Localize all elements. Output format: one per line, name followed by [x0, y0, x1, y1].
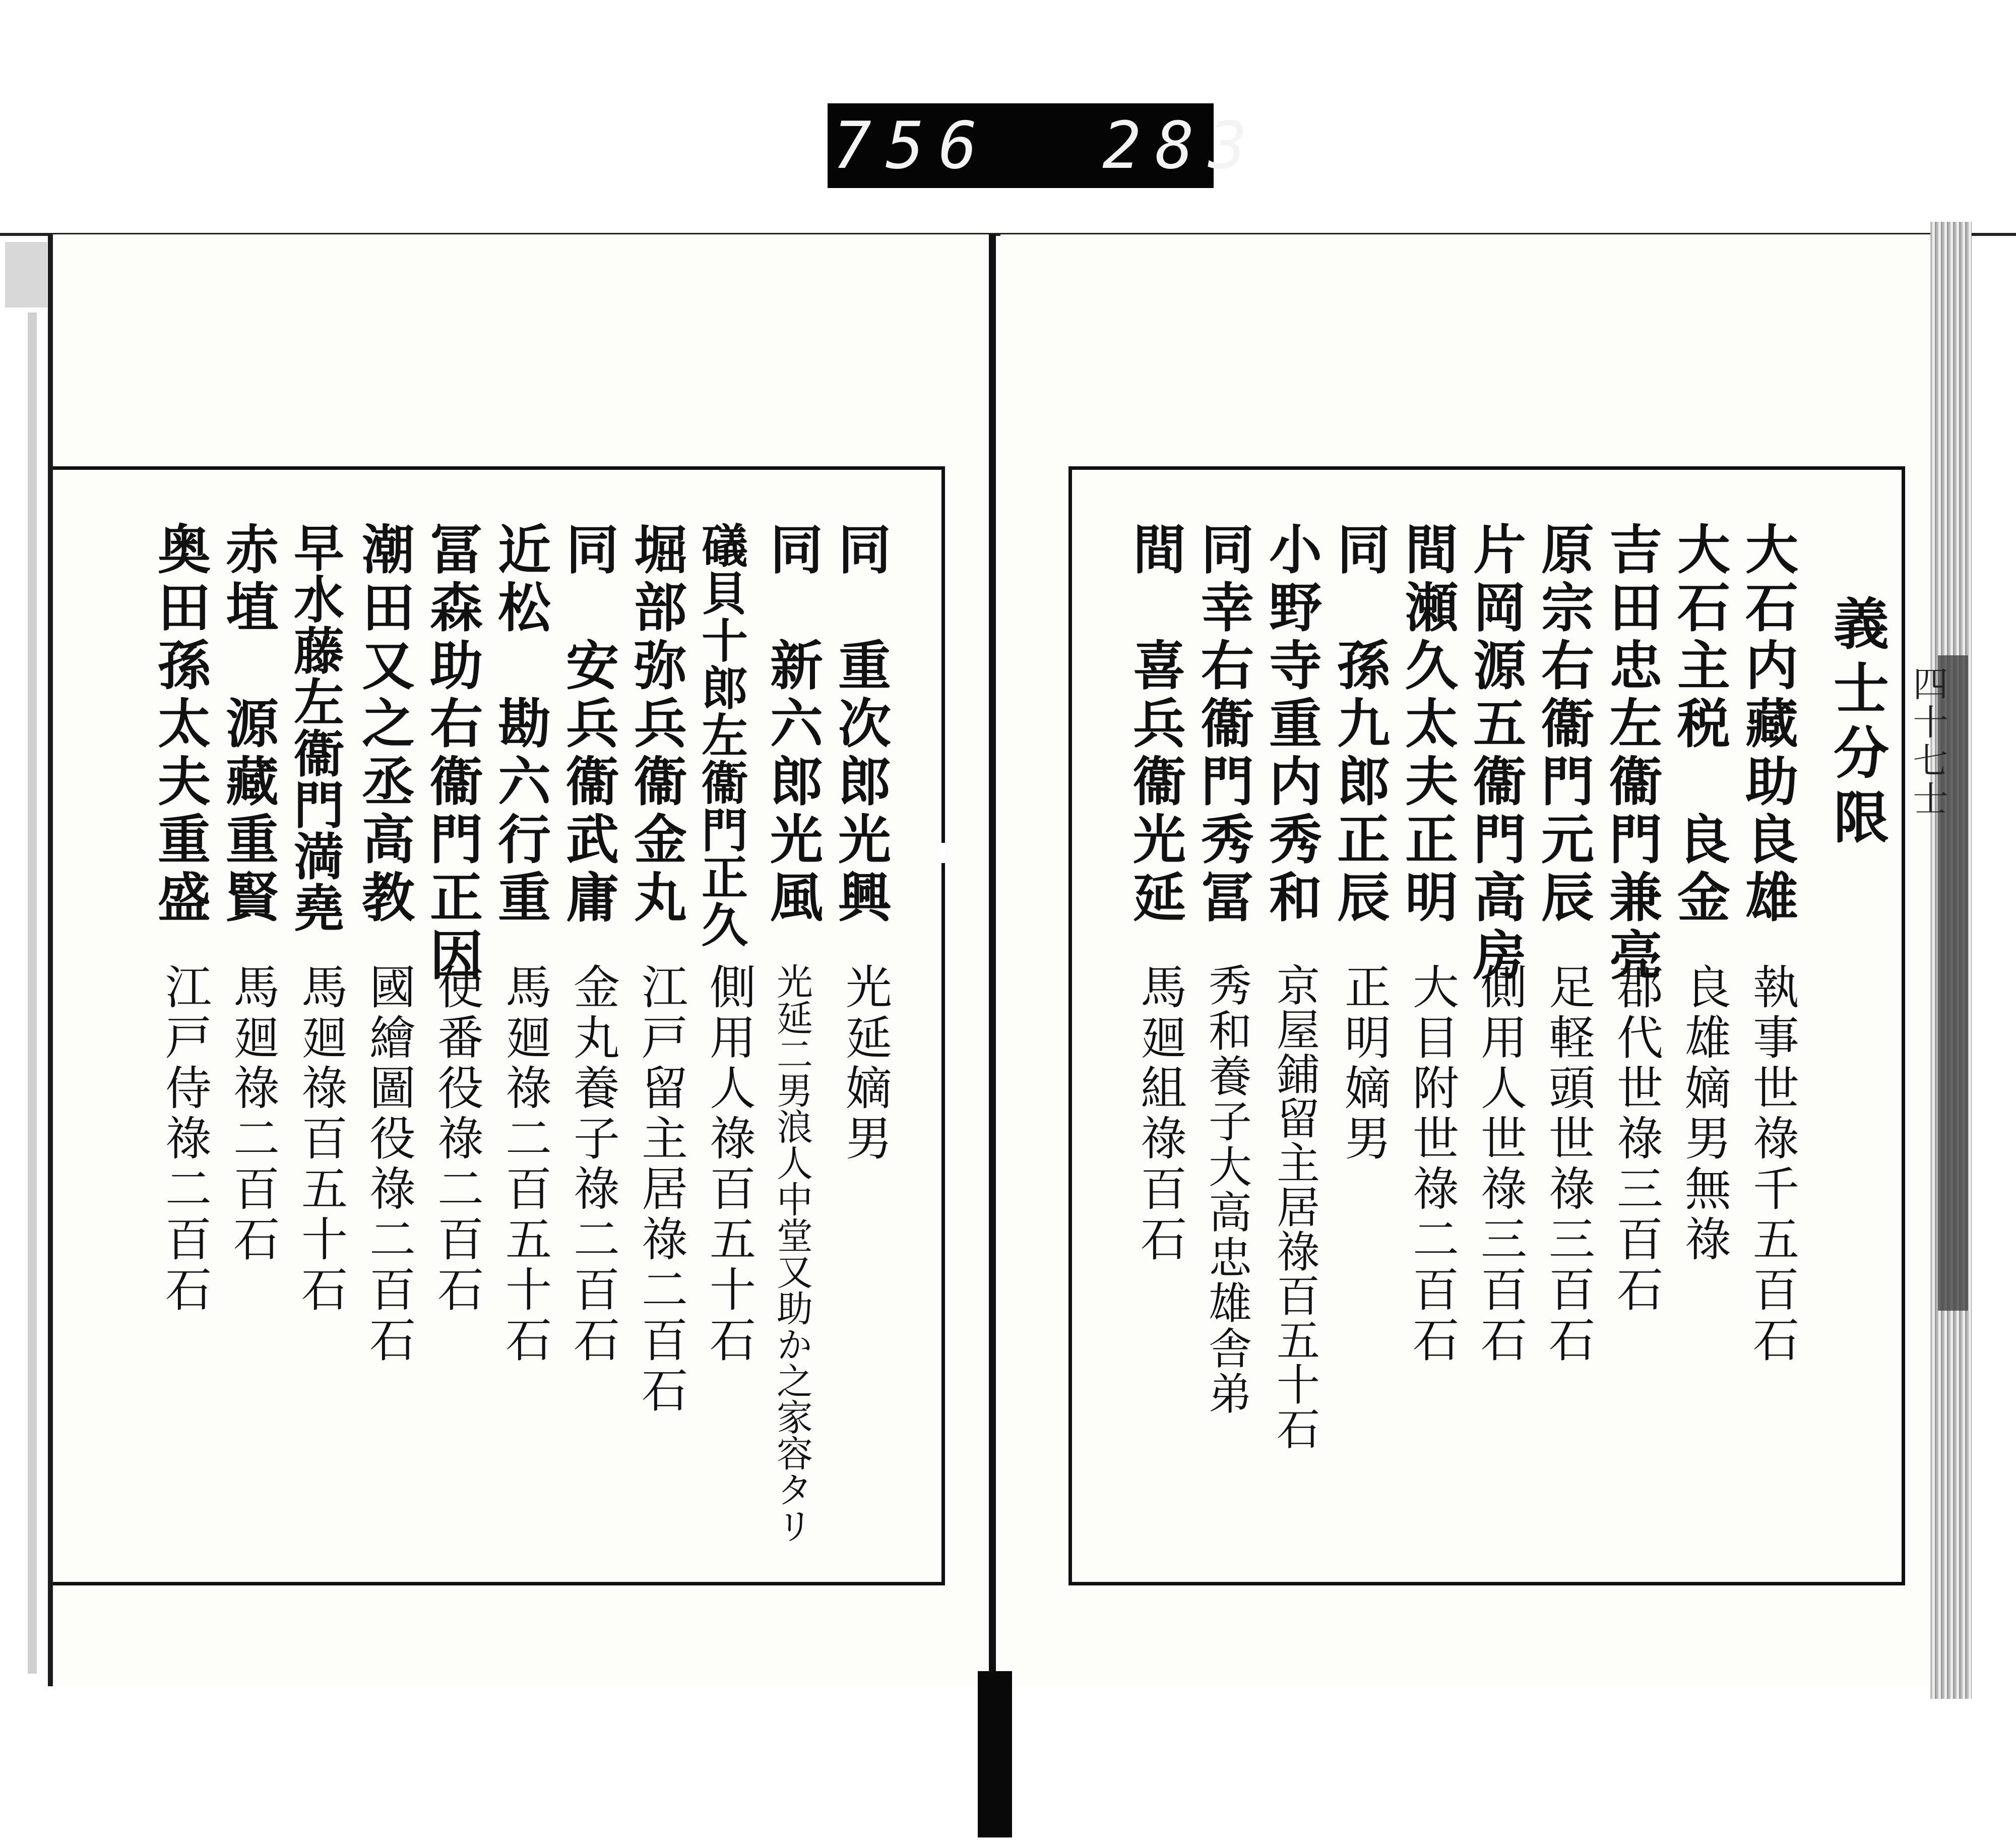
book-spine [989, 234, 996, 1696]
call-number-right: 283 [1102, 108, 1262, 183]
retainer-detail: 側用人祿百五十石 [702, 963, 756, 1366]
retainer-detail: 京屋鋪留主居祿百五十石 [1269, 963, 1319, 1451]
retainer-name: 同 安兵衞武庸 [557, 522, 620, 928]
retainer-name: 大石主税 良金 [1669, 522, 1731, 928]
retainer-name: 片岡源五衞門高房 [1465, 522, 1527, 986]
retainer-detail: 郡代世祿三百石 [1609, 963, 1663, 1316]
retainer-name: 潮田又之丞高教 [353, 522, 416, 928]
call-number-plate [828, 103, 1262, 188]
retainer-detail: 秀和養子大高忠雄舎弟 [1201, 963, 1251, 1417]
retainer-detail: 光延二男浪人中堂又助か之家容タリ [771, 963, 813, 1544]
call-number-left: 756 [833, 108, 992, 183]
left-page-edge-strip [28, 313, 37, 1674]
edge-title: 四十七士 [1907, 665, 1948, 819]
retainer-name: 礒貝十郎左衞門正久 [694, 522, 748, 948]
spine-tab [978, 1671, 1012, 1837]
retainer-detail: 金丸養子祿二百石 [566, 963, 620, 1366]
section-heading: 義士分限 [1824, 595, 1889, 853]
retainer-name: 間瀬久太夫正明 [1397, 522, 1459, 928]
retainer-name: 小野寺重内秀和 [1261, 522, 1323, 928]
retainer-name: 同 重次郎光興 [830, 522, 892, 928]
retainer-detail: 良雄嫡男無祿 [1677, 963, 1731, 1265]
retainer-name: 冨森助右衞門正因 [421, 522, 484, 986]
retainer-detail: 大目附世祿二百石 [1405, 963, 1459, 1366]
retainer-detail: 馬廻祿二百石 [226, 963, 280, 1265]
retainer-name: 同幸右衞門秀冨 [1192, 522, 1255, 928]
retainer-name: 吉田忠左衞門兼亮 [1601, 522, 1663, 986]
retainer-name: 奥田孫太夫重盛 [149, 522, 212, 928]
retainer-name: 同 孫九郎正辰 [1329, 522, 1391, 928]
retainer-name: 堀部弥兵衞金丸 [625, 522, 688, 928]
retainer-name: 早水藤左衞門満堯 [285, 522, 345, 933]
retainer-detail: 江戸留主居祿二百石 [634, 963, 688, 1417]
retainer-detail: 光延嫡男 [838, 963, 892, 1164]
retainer-detail: 江戸侍祿二百石 [158, 963, 212, 1316]
retainer-name: 赤埴 源藏重賢 [217, 522, 280, 928]
retainer-detail: 馬廻祿百五十石 [294, 963, 348, 1316]
retainer-detail: 正明嫡男 [1337, 963, 1391, 1164]
retainer-name: 同 新六郎光風 [762, 522, 824, 928]
retainer-detail: 國繪圖役祿二百石 [362, 963, 416, 1366]
left-page-edge [5, 242, 47, 308]
retainer-detail: 馬廻祿二百五十石 [498, 963, 552, 1366]
retainer-name: 間 喜兵衞光延 [1124, 522, 1187, 928]
retainer-detail: 執事世祿千五百石 [1745, 963, 1799, 1366]
retainer-detail: 使番役祿二百石 [430, 963, 484, 1316]
retainer-detail: 足軽頭世祿三百石 [1541, 963, 1595, 1366]
retainer-name: 近松 勘六行重 [489, 522, 552, 928]
retainer-name: 大石内藏助良雄 [1737, 522, 1799, 928]
retainer-detail: 馬廻組祿百石 [1133, 963, 1187, 1265]
retainer-name: 原宗右衞門元辰 [1533, 522, 1595, 928]
retainer-detail: 側用人世祿三百石 [1473, 963, 1527, 1366]
